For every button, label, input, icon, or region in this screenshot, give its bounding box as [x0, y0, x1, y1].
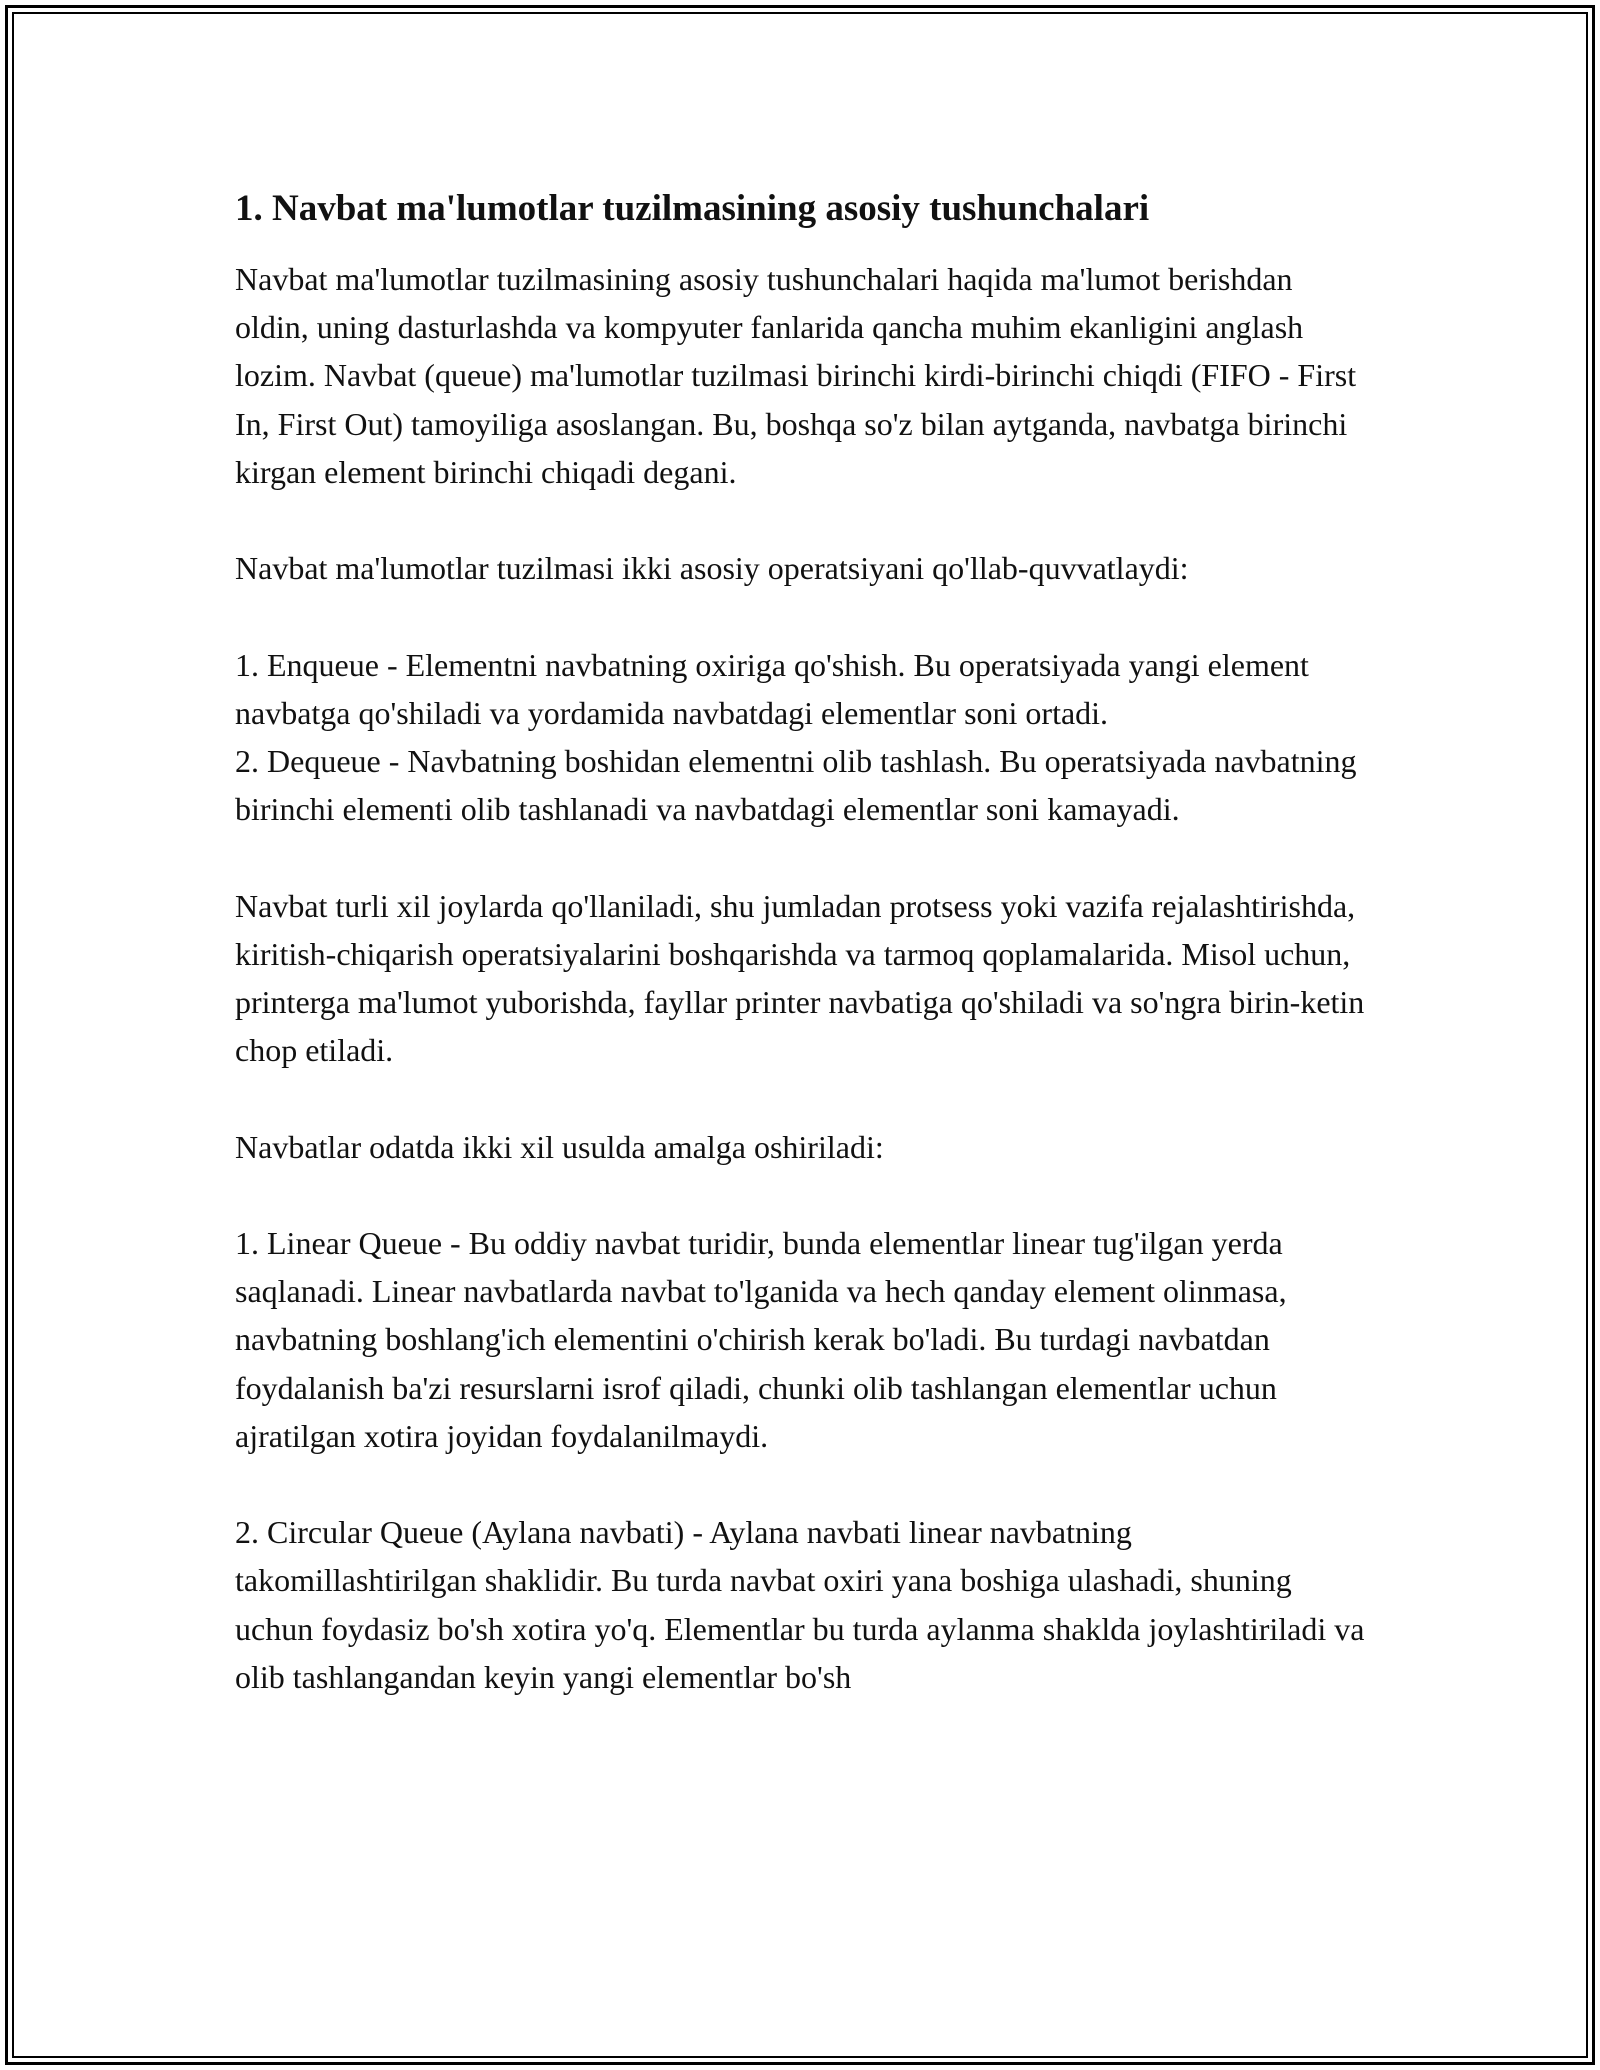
- paragraph-gap: [235, 1171, 1370, 1219]
- document-body: [235, 185, 1370, 1701]
- paragraph-gap: [235, 833, 1370, 881]
- list-item-enqueue: 1. Enqueue - Elementni navbatning oxiriga qo'shish. Bu operatsiyada yangi element navbatga qo'shiladi va yordamida navbatdagi elementlar soni ortadi.: [235, 646, 1309, 731]
- paragraph-operations-intro: Navbat ma'lumotlar tuzilmasi ikki asosiy operatsiyani qo'llab-quvvatlaydi:: [235, 550, 1189, 587]
- paragraph-gap: [235, 592, 1370, 640]
- paragraph-gap: [235, 1074, 1370, 1122]
- section-heading: 1. Navbat ma'lumotlar tuzilmasining asosiy tushunchalari: [235, 188, 1150, 229]
- list-item-dequeue: 2. Dequeue - Navbatning boshidan elementni olib tashlash. Bu operatsiyada navbatning birinchi elementi olib tashlanadi va navbatdagi elementlar soni kamayadi.: [235, 743, 1357, 828]
- paragraph-gap: [235, 1460, 1370, 1508]
- list-item-circular-queue: 2. Circular Queue (Aylana navbati) - Aylana navbati linear navbatning takomillashtirilgan shaklidir. Bu turda navbat oxiri yana boshiga ulashadi, shuning uchun foydasiz bo'sh xotira yo'q. Elementlar bu turda aylanma shaklda joylashtiriladi va olib tashlangandan keyin yangi elementlar bo'sh: [235, 1514, 1365, 1695]
- paragraph-implementations-intro: Navbatlar odatda ikki xil usulda amalga oshiriladi:: [235, 1128, 884, 1165]
- paragraph-gap: [235, 496, 1370, 544]
- paragraph-intro: Navbat ma'lumotlar tuzilmasining asosiy tushunchalari haqida ma'lumot berishdan oldin, uning dasturlashda va kompyuter fanlarida qancha muhim ekanligini anglash lozim. Navbat (queue) ma'lumotlar tuzilmasi birinchi kirdi-birinchi chiqdi (FIFO - First In, First Out) tamoyiliga asoslangan. Bu, boshqa so'z bilan aytganda, navbatga birinchi kirgan element birinchi chiqadi degani.: [235, 261, 1357, 490]
- paragraph-usage: Navbat turli xil joylarda qo'llaniladi, shu jumladan protsess yoki vazifa rejalashtirishda, kiritish-chiqarish operatsiyalarini boshqarishda va tarmoq qoplamalarida. Misol uchun, printerga ma'lumot yuborishda, fayllar printer navbatiga qo'shiladi va so'ngra birin-ketin chop etiladi.: [235, 887, 1365, 1069]
- list-item-linear-queue: 1. Linear Queue - Bu oddiy navbat turidir, bunda elementlar linear tug'ilgan yerda saqlanadi. Linear navbatlarda navbat to'lganida va hech qanday element olinmasa, navbatning boshlang'ich elementini o'chirish kerak bo'ladi. Bu turdagi navbatdan foydalanish ba'zi resurslarni isrof qiladi, chunki olib tashlangan elementlar uchun ajratilgan xotira joyidan foydalanilmaydi.: [235, 1224, 1287, 1454]
